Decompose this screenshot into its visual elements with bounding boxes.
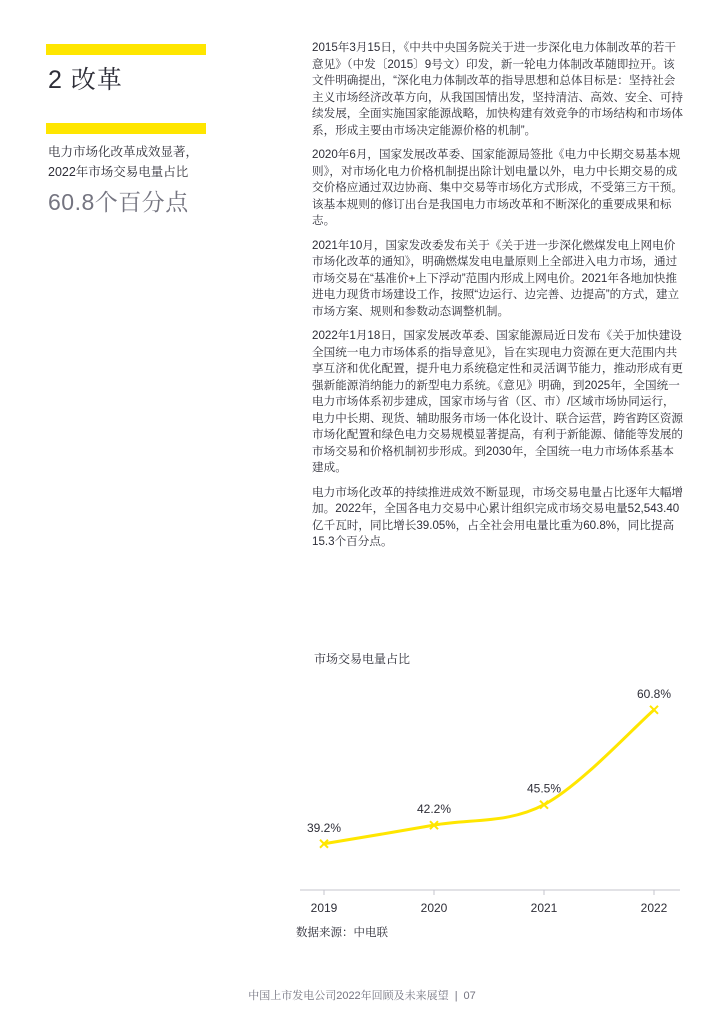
page-footer [0, 987, 724, 1003]
paragraph: 2021年10月，国家发改委发布关于《关于进一步深化燃煤发电上网电价市场化改革的通知》，明确燃煤发电电量原则上全部进入电力市场，通过市场交易在“基准价+上下浮动”范围内形成上网电价。2021年各地加快推进电力现货市场建设工作，按照“边运行、边完善、边提高”的方式，建立市场方案、规则和参数动态调整机制。 [312, 238, 680, 318]
paragraph: 2015年3月15日，《中共中央国务院关于进一步深化电力体制改革的若干意见》（中发〔2015〕9号文）印发，新一轮电力体制改革随即拉开。该文件明确提出，“深化电力体制改革的指导思想和总体目标是：坚持社会主义市场经济改革方向，从我国国情出发，坚持清洁、高效、安全、可持续发展，全面实施国家能源战略，加快构建有效竞争的市场结构和市场体系，形成主要由市场决定能源价格的机制”。 [312, 41, 684, 137]
accent-bar-middle [46, 123, 206, 134]
data-point-marker [650, 706, 658, 714]
footer-title: 中国上市发电公司2022年回顾及未来展望 [248, 990, 449, 1002]
footer-separator: | [454, 990, 458, 1002]
chart-title: 市场交易电量占比 [313, 652, 410, 666]
data-label: 60.8% [636, 686, 672, 701]
page-number: 07 [463, 990, 476, 1002]
line-chart [280, 680, 700, 920]
paragraph: 2020年6月，国家发展改革委、国家能源局签批《电力中长期交易基本规则》，对市场化电力价格机制提出除计划电量以外，电力中长期交易的成交价格应通过双边协商、集中交易等市场化方式形成，不受第三方干预。该基本规则的修订出台是我国电力市场改革和不断深化的重要成果和标志。 [312, 148, 684, 227]
sidebar-description: 电力市场化改革成效显著，2022年市场交易电量占比 [48, 145, 199, 179]
data-source: 数据来源：中电联 [296, 927, 388, 939]
x-tick-label: 2020 [420, 901, 448, 915]
data-label: 39.2% [306, 820, 342, 835]
paragraph: 电力市场化改革的持续推进成效不断显现，市场交易电量占比逐年大幅增加。2022年，全国各电力交易中心累计组织完成市场交易电量52,543.40亿千瓦时，同比增长39.05%，占全社会用电量比重为60.8%，同比提高15.3个百分点。 [312, 485, 684, 548]
body-text [312, 40, 684, 559]
x-tick-label: 2021 [530, 901, 558, 915]
section-title: 2 改革 [48, 66, 123, 94]
accent-bar-top [46, 44, 206, 55]
data-label: 42.2% [416, 802, 452, 817]
data-label: 45.5% [526, 781, 562, 796]
x-tick-label: 2019 [310, 901, 338, 915]
x-tick-label: 2022 [640, 901, 668, 915]
paragraph: 2022年1月18日，国家发展改革委、国家能源局近日发布《关于加快建设全国统一电力市场体系的指导意见》，旨在实现电力资源在更大范围内共享互济和优化配置，提升电力系统稳定性和灵活调节能力，推动形成有更强新能源消纳能力的新型电力系统。《意见》明确，到2025年，全国统一电力市场体系初步建成，国家市场与省（区、市）/区域市场协同运行，电力中长期、现货、辅助服务市场一体化设计、联合运营，跨省跨区资源市场化配置和绿色电力交易规模显著提高，有利于新能源、储能等发展的市场交易和价格机制初步形成。到2030年，全国统一电力市场体系基本建成。 [312, 329, 684, 474]
series-line [324, 710, 654, 844]
sidebar-highlight: 60.8个百分点 [48, 189, 189, 215]
